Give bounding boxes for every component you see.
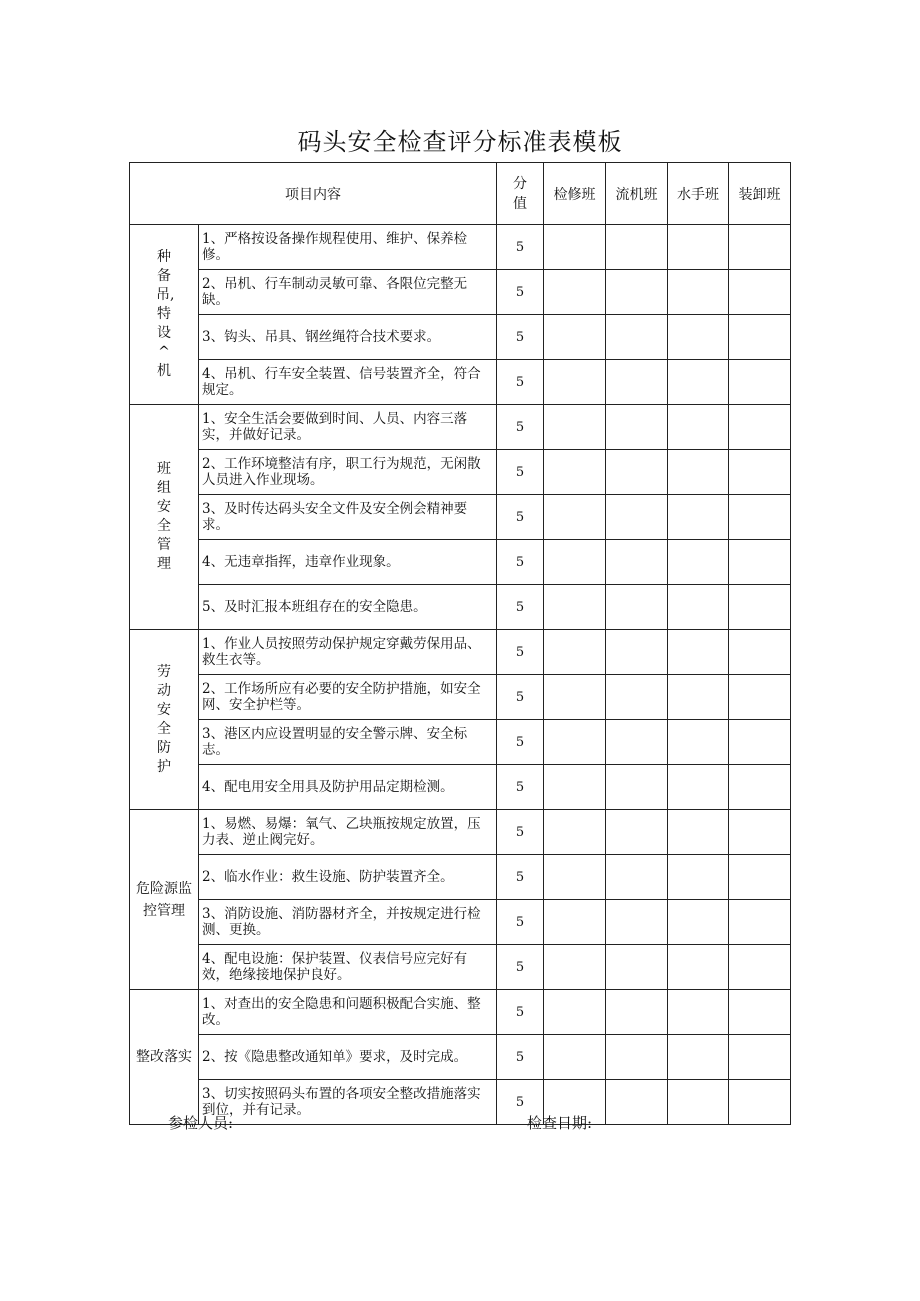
category-cell: [130, 810, 199, 990]
item-text: 2、按《隐患整改通知单》要求，及时完成。: [199, 1035, 497, 1080]
score-cell[interactable]: [668, 315, 729, 360]
score-cell[interactable]: [544, 990, 606, 1035]
score-cell[interactable]: [668, 495, 729, 540]
item-text: 2、临水作业：救生设施、防护装置齐全。: [199, 855, 497, 900]
score-cell[interactable]: [606, 1080, 668, 1125]
score-cell[interactable]: [544, 495, 606, 540]
score-cell[interactable]: [668, 810, 729, 855]
score-cell[interactable]: [606, 270, 668, 315]
item-text: 5、及时汇报本班组存在的安全隐患。: [199, 585, 497, 630]
category-cell: [130, 225, 199, 405]
table-header-row: [130, 163, 791, 225]
score-table: [129, 162, 791, 1125]
score-cell[interactable]: [606, 990, 668, 1035]
item-text: 3、消防设施、消防器材齐全，并按规定进行检测、更换。: [199, 900, 497, 945]
score-cell[interactable]: [668, 675, 729, 720]
inspection-date-label: 检查日期:: [527, 1114, 593, 1132]
score-cell[interactable]: [606, 225, 668, 270]
score-cell[interactable]: [729, 900, 791, 945]
table-row: [130, 855, 791, 900]
item-score: 5: [497, 315, 544, 360]
item-text: 4、无违章指挥，违章作业现象。: [199, 540, 497, 585]
item-text: 1、作业人员按照劳动保护规定穿戴劳保用品、救生衣等。: [199, 630, 497, 675]
item-text: 1、安全生活会要做到时间、人员、内容三落实，并做好记录。: [199, 405, 497, 450]
table-row: [130, 540, 791, 585]
score-cell[interactable]: [668, 1035, 729, 1080]
score-cell[interactable]: [606, 675, 668, 720]
table-row: [130, 360, 791, 405]
item-score: 5: [497, 450, 544, 495]
score-cell[interactable]: [668, 360, 729, 405]
table-row: [130, 810, 791, 855]
score-cell[interactable]: [544, 315, 606, 360]
score-cell[interactable]: [606, 360, 668, 405]
score-cell[interactable]: [544, 405, 606, 450]
table-row: [130, 225, 791, 270]
score-cell[interactable]: [668, 270, 729, 315]
score-cell[interactable]: [544, 225, 606, 270]
item-text: 4、配电用安全用具及防护用品定期检测。: [199, 765, 497, 810]
score-cell[interactable]: [668, 990, 729, 1035]
score-cell[interactable]: [544, 720, 606, 765]
score-cell[interactable]: [729, 990, 791, 1035]
header-score-line2: 值: [513, 195, 527, 212]
table-row: [130, 765, 791, 810]
score-cell[interactable]: [729, 450, 791, 495]
score-cell[interactable]: [606, 1035, 668, 1080]
score-cell[interactable]: [729, 540, 791, 585]
item-score: 5: [497, 900, 544, 945]
item-score: 5: [497, 495, 544, 540]
score-cell[interactable]: [729, 945, 791, 990]
score-cell[interactable]: [606, 720, 668, 765]
score-cell[interactable]: [544, 765, 606, 810]
table-row: [130, 900, 791, 945]
table-row: [130, 585, 791, 630]
score-cell[interactable]: [606, 855, 668, 900]
category-label: 危险源监控管理: [136, 880, 192, 919]
score-cell[interactable]: [606, 405, 668, 450]
score-cell[interactable]: [729, 495, 791, 540]
score-cell[interactable]: [668, 585, 729, 630]
score-cell[interactable]: [668, 630, 729, 675]
score-cell[interactable]: [544, 450, 606, 495]
score-cell[interactable]: [668, 765, 729, 810]
score-cell[interactable]: [668, 225, 729, 270]
score-cell[interactable]: [729, 360, 791, 405]
score-cell[interactable]: [544, 675, 606, 720]
score-cell[interactable]: [606, 450, 668, 495]
table-row: [130, 945, 791, 990]
category-label: 班组安全管理: [157, 461, 171, 572]
item-text: 2、吊机、行车制动灵敏可靠、各限位完整无缺。: [199, 270, 497, 315]
table-row: [130, 990, 791, 1035]
item-score: 5: [497, 1035, 544, 1080]
item-score: 5: [497, 675, 544, 720]
score-cell[interactable]: [729, 585, 791, 630]
item-text: 1、易燃、易爆：氧气、乙块瓶按规定放置，压力表、逆止阀完好。: [199, 810, 497, 855]
score-cell[interactable]: [606, 945, 668, 990]
score-cell[interactable]: [606, 495, 668, 540]
item-score: 5: [497, 405, 544, 450]
item-score: 5: [497, 270, 544, 315]
score-cell[interactable]: [606, 540, 668, 585]
item-score: 5: [497, 990, 544, 1035]
item-score: 5: [497, 810, 544, 855]
score-cell[interactable]: [729, 405, 791, 450]
score-cell[interactable]: [729, 270, 791, 315]
score-cell[interactable]: [544, 810, 606, 855]
score-cell[interactable]: [544, 855, 606, 900]
item-text: 4、吊机、行车安全装置、信号装置齐全，符合规定。: [199, 360, 497, 405]
score-cell[interactable]: [729, 630, 791, 675]
score-cell[interactable]: [544, 945, 606, 990]
item-score: 5: [497, 360, 544, 405]
score-cell[interactable]: [544, 900, 606, 945]
score-cell[interactable]: [606, 900, 668, 945]
item-score: 5: [497, 585, 544, 630]
score-cell[interactable]: [729, 810, 791, 855]
table-row: [130, 315, 791, 360]
item-text: 4、配电设施：保护装置、仪表信号应完好有效，绝缘接地保护良好。: [199, 945, 497, 990]
score-cell[interactable]: [729, 1035, 791, 1080]
item-score: 5: [497, 765, 544, 810]
item-text: 3、港区内应设置明显的安全警示牌、安全标志。: [199, 720, 497, 765]
category-cell: [130, 990, 199, 1125]
score-cell[interactable]: [729, 225, 791, 270]
header-score-line1: 分: [513, 175, 527, 192]
item-text: 1、严格按设备操作规程使用、维护、保养检修。: [199, 225, 497, 270]
table-row: [130, 630, 791, 675]
item-text: 3、及时传达码头安全文件及安全例会精神要求。: [199, 495, 497, 540]
item-score: 5: [497, 720, 544, 765]
item-score: 5: [497, 630, 544, 675]
category-cell: [130, 630, 199, 810]
item-score: 5: [497, 1080, 544, 1125]
table-row: [130, 720, 791, 765]
score-cell[interactable]: [729, 315, 791, 360]
score-cell[interactable]: [606, 585, 668, 630]
score-cell[interactable]: [668, 405, 729, 450]
score-cell[interactable]: [729, 720, 791, 765]
score-cell[interactable]: [729, 675, 791, 720]
category-cell: [130, 405, 199, 630]
score-cell[interactable]: [668, 450, 729, 495]
score-cell[interactable]: [544, 630, 606, 675]
category-label: 劳动安全防护: [157, 663, 171, 775]
item-text: 3、钩头、吊具、钢丝绳符合技术要求。: [199, 315, 497, 360]
header-score: [497, 163, 544, 225]
item-score: 5: [497, 945, 544, 990]
table-row: [130, 495, 791, 540]
table-row: [130, 405, 791, 450]
item-text: 2、工作环境整洁有序，职工行为规范，无闲散人员进入作业现场。: [199, 450, 497, 495]
table-row: [130, 675, 791, 720]
document-title: 码头安全检查评分标准表模板: [297, 128, 623, 156]
header-content: 项目内容: [130, 163, 497, 225]
score-cell[interactable]: [668, 945, 729, 990]
score-cell[interactable]: [544, 1035, 606, 1080]
score-cell[interactable]: [606, 630, 668, 675]
score-cell[interactable]: [668, 720, 729, 765]
category-label: 种备吊,特设^机: [156, 249, 175, 379]
item-text: 1、对查出的安全隐患和问题积极配合实施、整改。: [199, 990, 497, 1035]
table-row: [130, 450, 791, 495]
score-cell[interactable]: [668, 540, 729, 585]
item-score: 5: [497, 225, 544, 270]
header-team-3: 水手班: [668, 163, 729, 225]
header-team-1: 检修班: [544, 163, 606, 225]
score-cell[interactable]: [606, 765, 668, 810]
item-text: 2、工作场所应有必要的安全防护措施，如安全网、安全护栏等。: [199, 675, 497, 720]
table-row: [130, 270, 791, 315]
score-cell[interactable]: [668, 855, 729, 900]
header-team-2: 流机班: [606, 163, 668, 225]
score-cell[interactable]: [544, 540, 606, 585]
score-cell[interactable]: [729, 1080, 791, 1125]
score-cell[interactable]: [544, 585, 606, 630]
table-row: [130, 1035, 791, 1080]
score-cell[interactable]: [606, 315, 668, 360]
score-cell[interactable]: [544, 360, 606, 405]
score-cell[interactable]: [668, 1080, 729, 1125]
score-cell[interactable]: [729, 765, 791, 810]
score-cell[interactable]: [729, 855, 791, 900]
item-score: 5: [497, 540, 544, 585]
score-cell[interactable]: [544, 270, 606, 315]
item-score: 5: [497, 855, 544, 900]
score-cell[interactable]: [668, 900, 729, 945]
header-team-4: 装卸班: [729, 163, 791, 225]
item-text: 3、切实按照码头布置的各项安全整改措施落实到位，并有记录。: [199, 1080, 497, 1125]
inspectors-label: 参检人员:: [168, 1114, 234, 1132]
score-cell[interactable]: [606, 810, 668, 855]
category-label: 整改落实: [136, 1049, 192, 1065]
